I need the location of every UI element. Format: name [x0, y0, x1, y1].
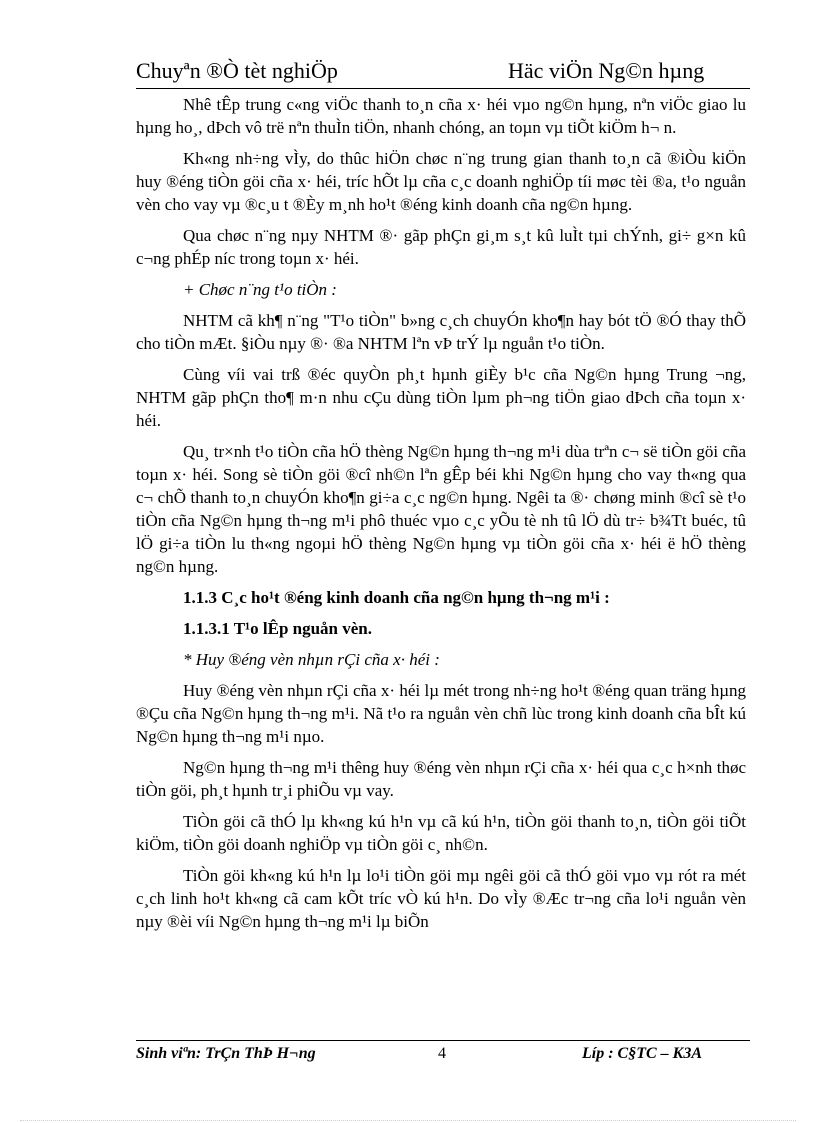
page-number: 4	[438, 1045, 446, 1062]
paragraph: Kh«ng nh÷ng vÌy, do thûc hiÖn chøc n¨ng trung gian thanh to¸n cã ®iÒu kiÖn huy ®éng tiÒn göi cña x· héi, tríc hÕt lµ cña c¸c doanh nghiÖp tíi møc tèi ®a, t¹o nguån vèn cho vay vµ ®c¸u t ®Èy m¸nh ho¹t ®éng kinh doanh cña ng©n hµng.	[136, 149, 746, 214]
paragraph: TiÒn göi cã thÓ lµ kh«ng kú h¹n vµ cã kú h¹n, tiÒn göi thanh to¸n, tiÒn göi tiÕt kiÖm, tiÒn göi doanh nghiÖp vµ tiÒn göi c¸ nh©n.	[136, 812, 746, 854]
paragraph: NHTM cã kh¶ n¨ng "T¹o tiÒn" b»ng c¸ch chuyÓn kho¶n hay bót tÖ ®Ó thay thÕ cho tiÒn mÆt. §iÒu nµy ®· ®a NHTM lªn vÞ trÝ lµ nguån t¹o tiÒn.	[136, 311, 746, 353]
footer-student-name: Sinh viªn: TrÇn ThÞ H¬ng	[136, 1045, 316, 1062]
paragraph: Cùng víi vai trß ®éc quyÒn ph¸t hµnh giÈy b¹c cña Ng©n hµng Trung ¬ng, NHTM gãp phÇn tho¶ m·n nhu cÇu dùng tiÒn lµm ph¬ng tiÖn giao dÞch cña toµn x· héi.	[136, 365, 746, 430]
page-header	[136, 58, 750, 89]
paragraph: TiÒn göi kh«ng kú h¹n lµ lo¹i tiÒn göi mµ ngêi göi cã thÓ göi vµo vµ rót ra mét c¸ch linh ho¹t kh«ng cã cam kÕt tríc vÒ kú h¹n. Do vÌy ®Æc tr¬ng cña lo¹i nguån vèn nµy ®èi víi Ng©n hµng th¬ng m¹i lµ biÕn	[136, 866, 746, 931]
header-thesis-title: Chuyªn ®Ò tèt nghiÖp	[136, 58, 338, 83]
paragraph: Huy ®éng vèn nhµn rÇi cña x· héi lµ mét trong nh÷ng ho¹t ®éng quan träng hµng ®Çu cña Ng©n hµng th¬ng m¹i. Nã t¹o ra nguån vèn chñ lùc trong kinh doanh cña bÎt kú Ng©n hµng th¬ng m¹i nµo.	[136, 681, 746, 746]
paragraph: Qu¸ tr×nh t¹o tiÒn cña hÖ thèng Ng©n hµng th¬ng m¹i dùa trªn c¬ së tiÒn göi cña toµn x· héi. Song sè tiÒn göi ®cî nh©n lªn gÊp béi khi Ng©n hµng cho vay th«ng qua c¬ chÕ thanh to¸n chuyÓn kho¶n gi÷a c¸c ng©n hµng. Ngêi ta ®· chøng minh ®cî sè t¹o tiÒn cña Ng©n hµng th¬ng m¹i phô thuéc vµo c¸c yÕu tè nh tû lÖ dù tr÷ b¾Tt buéc, tû lÖ gi÷a tiÒn lu th«ng ngoµi hÖ thèng Ng©n hµng vµ tiÒn göi cña x· héi ë hÖ thèng ng©n hµng.	[136, 442, 746, 576]
paragraph: Ng©n hµng th¬ng m¹i thêng huy ®éng vèn nhµn rÇi cña x· héi qua c¸c h×nh thøc tiÒn göi, ph¸t hµnh tr¸i phiÕu vµ vay.	[136, 758, 746, 800]
footer-divider	[136, 1040, 750, 1041]
document-body	[136, 93, 746, 941]
page-edge-divider	[20, 1120, 796, 1121]
subsection-heading: 1.1.3.1 T¹o lÊp nguån vèn.	[183, 619, 373, 638]
section-heading: 1.1.3 C¸c ho¹t ®éng kinh doanh cña ng©n hµng th¬ng m¹i :	[183, 588, 610, 607]
paragraph: Nhê tÊp trung c«ng viÖc thanh to¸n cña x· héi vµo ng©n hµng, nªn viÖc giao lu hµng ho¸, dÞch vô trë nªn thuÌn tiÖn, nhanh chóng, an toµn vµ tiÕt kiÖm h¬ n.	[136, 95, 746, 137]
subheading-money-creation: + Chøc n¨ng t¹o tiÒn :	[183, 280, 337, 299]
footer-class: Líp : C§TC – K3A	[582, 1045, 703, 1062]
subheading-capital-mobilization: * Huy ®éng vèn nhµn rÇi cña x· héi :	[183, 650, 440, 669]
paragraph: Qua chøc n¨ng nµy NHTM ®· gãp phÇn gi¸m s¸t kû luÌt tµi chÝnh, gi÷ g×n kû c¬ng phÉp níc trong toµn x· héi.	[136, 226, 746, 268]
header-institution: Häc viÖn Ng©n hµng	[508, 58, 705, 83]
